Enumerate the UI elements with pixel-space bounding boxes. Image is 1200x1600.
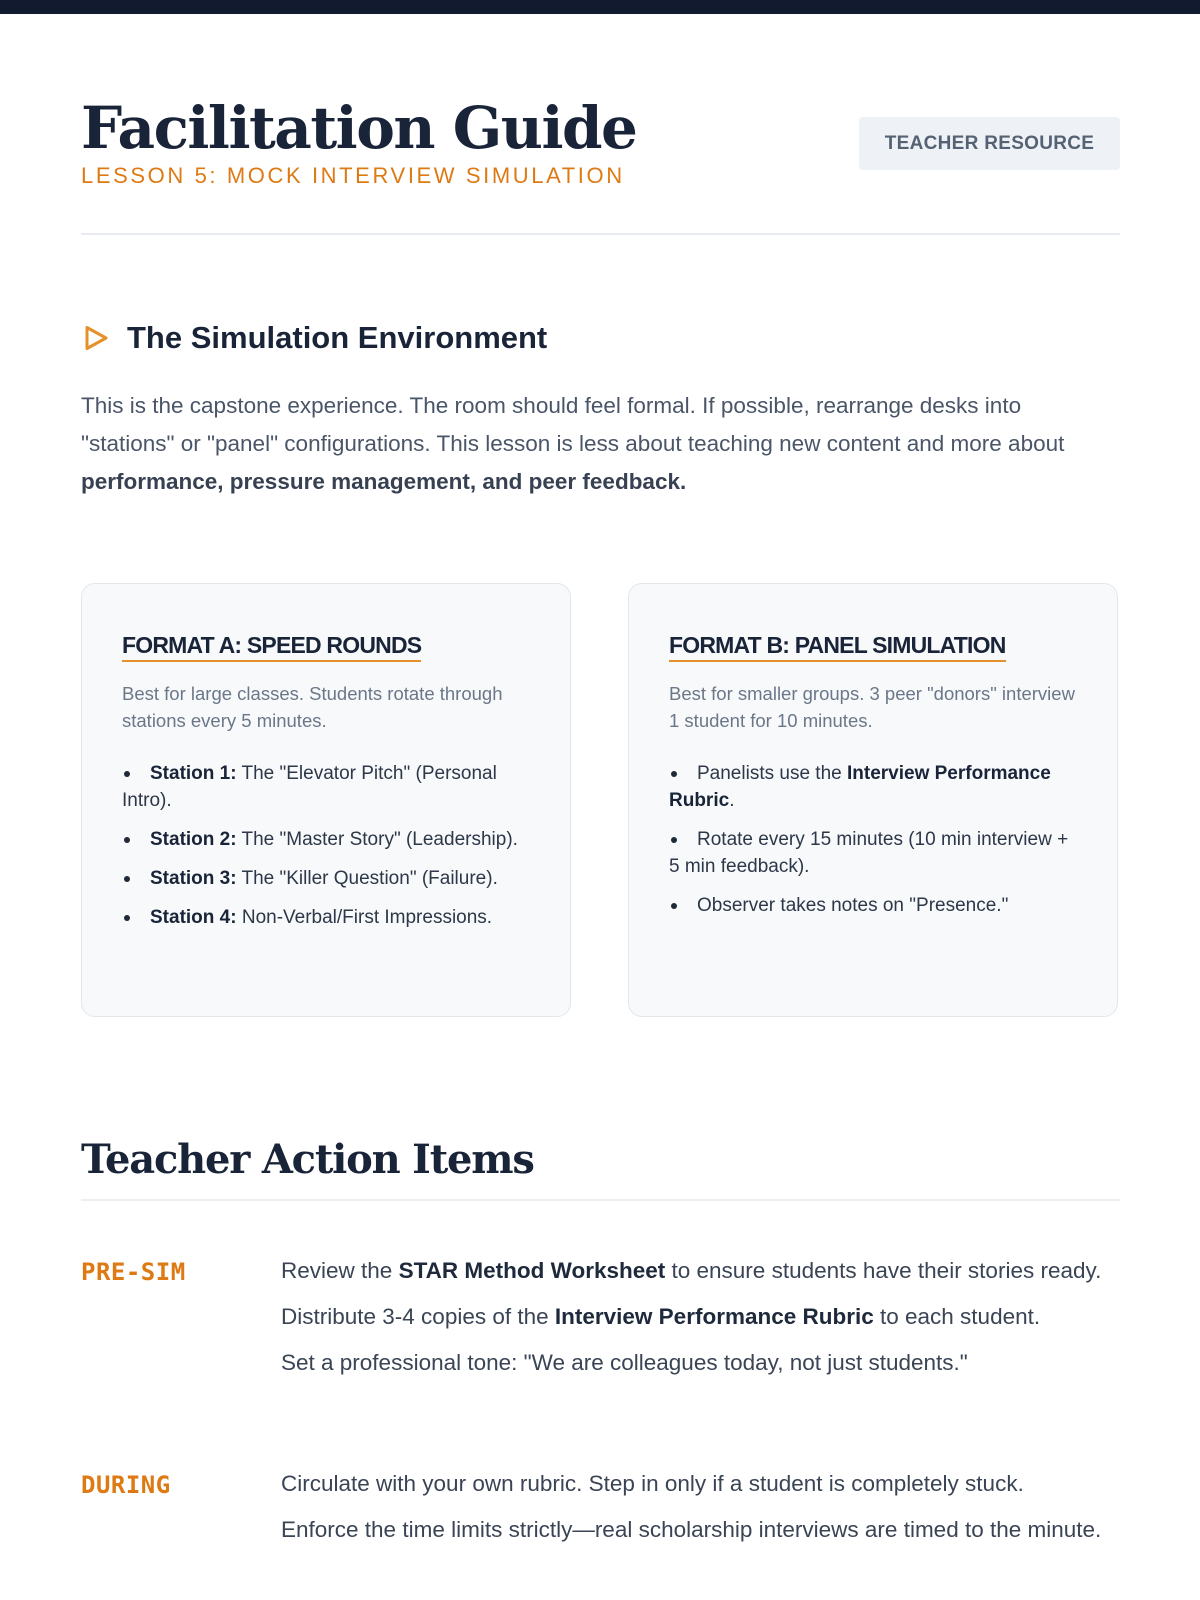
item-text: Observer takes notes on "Presence." xyxy=(697,895,1009,916)
list-item xyxy=(122,760,530,814)
item-emphasis: Interview Performance Rubric xyxy=(554,1304,874,1329)
top-accent-bar xyxy=(0,0,1200,14)
list-item xyxy=(669,892,1077,919)
item-text: The "Killer Question" (Failure). xyxy=(236,868,498,889)
item-text: Distribute 3-4 copies of the xyxy=(281,1304,555,1329)
item-text: Circulate with your own rubric. Step in only if a student is completely stuck. xyxy=(281,1471,1024,1496)
list-item xyxy=(281,1300,1120,1333)
list-item xyxy=(122,865,530,892)
format-b-title: FORMAT B: PANEL SIMULATION xyxy=(669,630,1006,662)
list-item xyxy=(281,1513,1120,1546)
format-b-description: Best for smaller groups. 3 peer "donors" interview 1 student for 10 minutes. xyxy=(669,683,1075,731)
lesson-subtitle: LESSON 5: MOCK INTERVIEW SIMULATION xyxy=(81,163,625,188)
item-text: to ensure students have their stories ready. xyxy=(665,1258,1102,1283)
pre-sim-list xyxy=(281,1254,1120,1392)
item-emphasis: Interview Performance Rubric xyxy=(669,763,1051,811)
list-item xyxy=(281,1346,1120,1379)
phase-label: PRE-SIM xyxy=(81,1258,186,1286)
item-text: Rotate every 15 minutes (10 min interview + 5 min feedback). xyxy=(669,829,1069,877)
list-item xyxy=(281,1467,1120,1500)
item-text: The "Master Story" (Leadership). xyxy=(236,829,518,850)
format-a-card xyxy=(81,583,571,1017)
list-item xyxy=(669,760,1077,814)
page-header xyxy=(81,92,1120,192)
list-item xyxy=(669,826,1077,880)
header-divider xyxy=(81,233,1120,235)
item-text: Review the xyxy=(281,1258,399,1283)
format-b-list xyxy=(669,760,1077,919)
item-text: to each student. xyxy=(873,1304,1041,1329)
item-label: Station 2: xyxy=(150,829,237,850)
teacher-resource-badge: TEACHER RESOURCE xyxy=(859,117,1120,170)
intro-text: This is the capstone experience. The room should feel formal. If possible, rearrange desks into "stations" or "panel" configurations. This lesson is less about teaching new content and more about xyxy=(81,393,1065,456)
environment-title: The Simulation Environment xyxy=(127,320,548,355)
item-text: Non-Verbal/First Impressions. xyxy=(236,907,493,928)
format-a-description: Best for large classes. Students rotate through stations every 5 minutes. xyxy=(122,683,503,731)
intro-emphasis: performance, pressure management, and peer feedback. xyxy=(81,469,687,494)
list-item xyxy=(122,826,530,853)
item-label: Station 4: xyxy=(150,907,237,928)
list-item xyxy=(122,904,530,931)
during-list xyxy=(281,1467,1120,1559)
item-text: Enforce the time limits strictly—real scholarship interviews are timed to the minute. xyxy=(281,1517,1102,1542)
item-emphasis: STAR Method Worksheet xyxy=(398,1258,666,1283)
format-a-list xyxy=(122,760,530,931)
item-text: Panelists use the xyxy=(697,763,847,784)
list-item xyxy=(281,1254,1120,1287)
item-text: The "Elevator Pitch" (Personal Intro). xyxy=(122,763,497,811)
item-label: Station 1: xyxy=(150,763,237,784)
action-items-divider xyxy=(81,1199,1120,1201)
play-icon xyxy=(81,323,111,353)
page-title: Facilitation Guide xyxy=(81,94,637,162)
item-label: Station 3: xyxy=(150,868,237,889)
format-b-card xyxy=(628,583,1118,1017)
environment-heading xyxy=(81,318,547,358)
item-text: . xyxy=(729,790,735,811)
environment-intro xyxy=(81,387,1120,501)
phase-label: DURING xyxy=(81,1471,171,1499)
item-text: Set a professional tone: "We are colleagues today, not just students." xyxy=(281,1350,968,1375)
format-a-title: FORMAT A: SPEED ROUNDS xyxy=(122,630,421,662)
action-items-title: Teacher Action Items xyxy=(81,1136,534,1183)
